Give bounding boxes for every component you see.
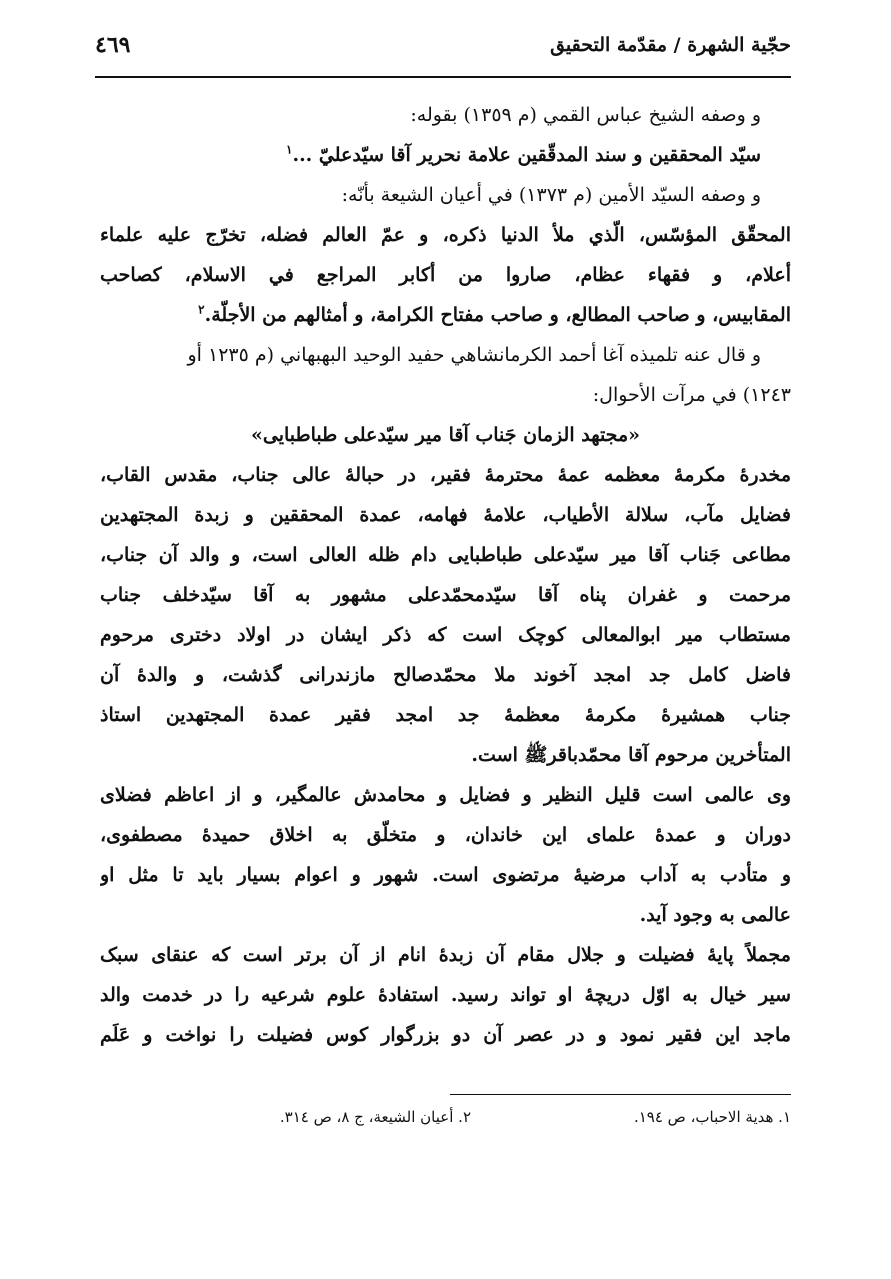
footnote-2: ٢. أعيان الشيعة، ج ٨، ص ٣١٤. xyxy=(279,1108,471,1126)
text-line xyxy=(100,455,791,495)
line-text: فاضل كامل جد امجد آخوند ملا محمّدصالح مازندرانى گذشت، و والدهٔ آن xyxy=(100,664,791,686)
text-line xyxy=(100,255,791,295)
text-line xyxy=(100,295,791,335)
text-line xyxy=(100,695,791,735)
line-text: عالمى به وجود آيد. xyxy=(639,904,791,926)
text-line xyxy=(100,415,791,455)
line-text: وى عالمى است قليل النظير و فضايل و محامدش عالمگير، و از اعاظم فضلاى xyxy=(100,784,791,806)
running-header xyxy=(95,34,791,70)
text-line xyxy=(100,975,791,1015)
line-text: «مجتهد الزمان جَناب آقا مير سيّدعلى طباطبايى» xyxy=(250,424,641,446)
text-line xyxy=(100,495,791,535)
line-text: سيّد المحققين و سند المدقّقين علامة نحرير آقا سيّدعليّ ... xyxy=(292,144,761,166)
line-text: ١٢٤٣) في مرآت الأحوال: xyxy=(592,384,791,406)
line-text: أعلام، و فقهاء عظام، صاروا من أكابر المراجع في الاسلام، كصاحب xyxy=(100,264,791,286)
line-text: مخدرهٔ مكرمهٔ معظمه عمهٔ محترمهٔ فقير، در حبالهٔ عالى جناب، مقدس القاب، xyxy=(100,464,791,486)
footnote-1: ١. هدية الاحباب، ص ١٩٤. xyxy=(633,1108,791,1126)
line-text: مرحمت و غفران پناه آقا سيّدمحمّدعلى مشهور به آقا سيّدخلف جناب xyxy=(100,584,791,606)
text-line xyxy=(100,375,791,415)
text-line xyxy=(100,535,791,575)
text-line xyxy=(100,1015,791,1055)
line-text: مجملاً پايهٔ فضيلت و جلال مقام آن زبدهٔ انام از آن برتر است كه عنقاى سبک xyxy=(100,944,791,966)
text-line xyxy=(100,775,791,815)
text-line xyxy=(100,815,791,855)
line-text: دوران و عمدهٔ علماى اين خاندان، و متخلّق به اخلاق حميدهٔ مصطفوى، xyxy=(100,824,791,846)
line-text: فضايل مآب، سلالة الأطياب، علامهٔ فهامه، عمدة المحققين و زبدة المجتهدين xyxy=(100,504,791,526)
footnote-rule xyxy=(450,1094,791,1095)
line-text: مطاعى جَناب آقا مير سيّدعلى طباطبايى دام ظله العالى است، و والد آن جناب، xyxy=(100,544,791,566)
text-line xyxy=(100,95,791,135)
text-line xyxy=(100,935,791,975)
text-line xyxy=(100,615,791,655)
text-line xyxy=(100,335,791,375)
text-line xyxy=(100,735,791,775)
line-text: المتأخرين مرحوم آقا محمّدباقرﷺ است. xyxy=(471,744,791,766)
text-line xyxy=(100,575,791,615)
text-line xyxy=(100,655,791,695)
line-text: و وصفه الشيخ عباس القمي (م ١٣٥٩) بقوله: xyxy=(410,104,761,126)
text-line xyxy=(100,175,791,215)
line-text: و قال عنه تلميذه آغا أحمد الكرمانشاهي حفيد الوحيد البهبهاني (م ١٢٣٥ أو xyxy=(187,344,761,366)
line-text: المقابيس، و صاحب المطالع، و صاحب مفتاح الكرامة، و أمثالهم من الأجلّة. xyxy=(204,304,791,326)
footnote-marker: ١ xyxy=(286,142,293,157)
running-title: حجّية الشهرة / مقدّمة التحقيق xyxy=(550,34,791,56)
header-rule xyxy=(95,76,791,78)
body-text xyxy=(100,95,791,1055)
text-line xyxy=(100,135,791,175)
line-text: و وصفه السيّد الأمين (م ١٣٧٣) في أعيان الشيعة بأنّه: xyxy=(341,184,761,206)
text-line xyxy=(100,215,791,255)
page-number: ٤٦٩ xyxy=(95,32,131,58)
line-text: مستطاب مير ابوالمعالى كوچک است كه ذكر ايشان در اولاد دخترى مرحوم xyxy=(100,624,791,646)
text-line xyxy=(100,855,791,895)
line-text: المحقّق المؤسّس، الّذي ملأ الدنيا ذكره، و عمّ العالم فضله، تخرّج عليه علماء xyxy=(100,224,791,246)
line-text: ماجد اين فقير نمود و در عصر آن دو بزرگوار كوس فضيلت را نواخت و عَلَم xyxy=(100,1024,791,1046)
line-text: سير خيال به اوّل دريچهٔ او تواند رسيد. استفادهٔ علوم شرعيه را در خدمت والد xyxy=(100,984,791,1006)
line-text: جناب همشيرهٔ مكرمهٔ معظمهٔ جد امجد فقير عمدة المجتهدين استاذ xyxy=(100,704,791,726)
footnote-marker: ٢ xyxy=(198,302,205,317)
text-line xyxy=(100,895,791,935)
line-text: و متأدب به آداب مرضيهٔ مرتضوى است. شهور و اعوام بسيار بايد تا مثل او xyxy=(100,864,791,886)
